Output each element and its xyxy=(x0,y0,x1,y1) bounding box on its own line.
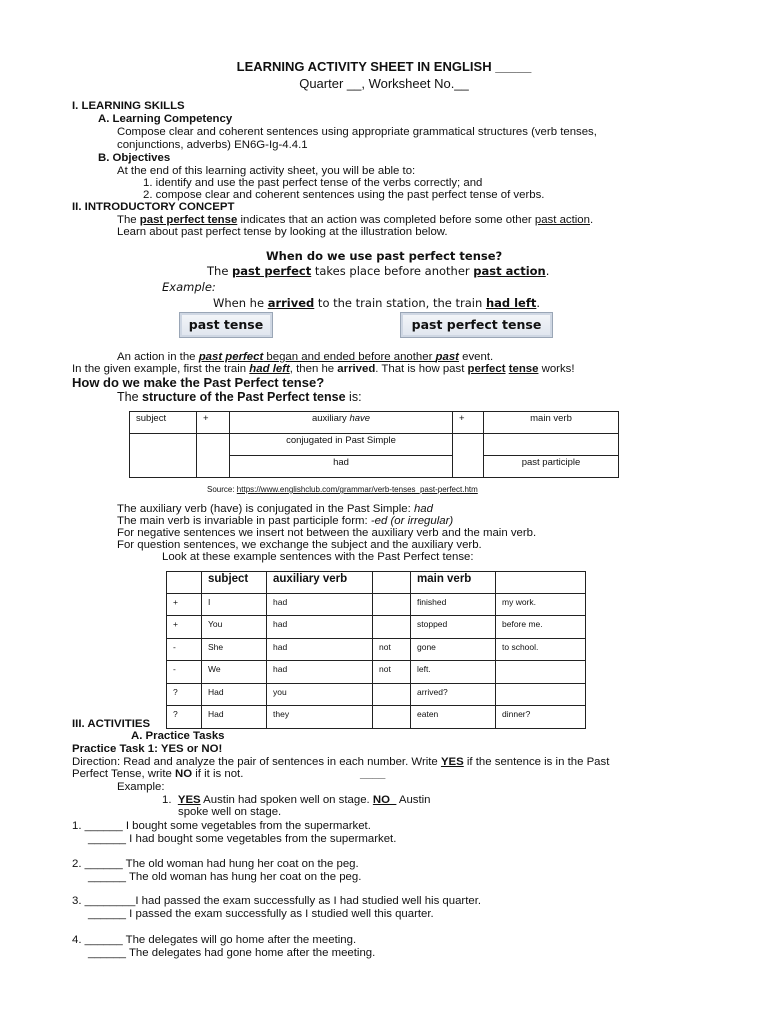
item-3-a: 3. ________I had passed the exam successfully as I had studied well his quarter. xyxy=(72,895,482,907)
structure-plus-2: + xyxy=(453,412,484,434)
section-1-heading: I. LEARNING SKILLS xyxy=(72,100,185,112)
examples-header: main verb xyxy=(411,572,496,594)
text-run: Direction: Read and analyze the pair of sentences in each number. Write xyxy=(72,756,441,768)
text-run: The xyxy=(117,214,140,226)
table-cell: they xyxy=(267,706,373,729)
objective-2: 2. compose clear and coherent sentences using the past perfect tense of verbs. xyxy=(143,189,545,201)
table-cell: not xyxy=(373,661,411,684)
table-cell: I xyxy=(202,593,267,616)
structure-had: had xyxy=(230,456,453,478)
text-run: have xyxy=(349,413,371,424)
examples-intro: Look at these example sentences with the Past Perfect tense: xyxy=(162,551,474,563)
table-cell: We xyxy=(202,661,267,684)
text-run: The auxiliary verb (have) is conjugated in the Past Simple: xyxy=(117,503,414,515)
table-cell: gone xyxy=(411,638,496,661)
example-item-line-2: spoke well on stage. xyxy=(178,806,282,818)
table-cell: You xyxy=(202,616,267,639)
item-4-a: 4. ______ The delegates will go home after the meeting. xyxy=(72,934,357,946)
examples-header: subject xyxy=(202,572,267,594)
table-cell: ? xyxy=(167,706,202,729)
table-cell xyxy=(496,661,586,684)
item-1-a: 1. ______ I bought some vegetables from the supermarket. xyxy=(72,820,371,832)
text-run: tense xyxy=(508,363,539,375)
table-cell: you xyxy=(267,683,373,706)
worksheet-title: LEARNING ACTIVITY SHEET IN ENGLISH _____ xyxy=(236,59,532,74)
item-3-b: ______ I passed the exam successfully as I studied well this quarter. xyxy=(88,908,434,920)
source-citation xyxy=(207,483,478,496)
text-run: 1. xyxy=(162,794,172,806)
structure-plus-1: + xyxy=(197,412,230,434)
structure-aux xyxy=(230,412,453,434)
text-run: The xyxy=(117,390,143,404)
text-run: arrived xyxy=(337,363,376,375)
table-cell xyxy=(373,593,411,616)
table-cell: had xyxy=(267,616,373,639)
table-cell: - xyxy=(167,661,202,684)
structure-conj: conjugated in Past Simple xyxy=(230,434,453,456)
text-run: The xyxy=(207,264,233,278)
table-row xyxy=(167,593,586,616)
objectives-intro: At the end of this learning activity sheet, you will be able to: xyxy=(117,165,416,177)
table-cell: left. xyxy=(411,661,496,684)
text-run: to the train station, the train xyxy=(314,296,486,310)
examples-header: auxiliary verb xyxy=(267,572,373,594)
table-cell xyxy=(373,683,411,706)
worksheet-subtitle: Quarter __, Worksheet No.__ xyxy=(299,76,469,91)
text-run: -ed (or irregular) xyxy=(370,515,454,527)
source-link[interactable]: https://www.englishclub.com/grammar/verb-tenses_past-perfect.htm xyxy=(236,485,478,494)
objective-1: 1. identify and use the past perfect tense of the verbs correctly; and xyxy=(143,177,483,189)
table-cell: ? xyxy=(167,683,202,706)
term-past-perfect-tense: past perfect tense xyxy=(139,214,238,226)
illustration-example-label: Example: xyxy=(162,280,216,294)
table-row xyxy=(167,616,586,639)
text-run: . xyxy=(536,296,541,310)
table-cell xyxy=(496,683,586,706)
term-past-action: past action xyxy=(534,214,590,226)
text-run: works! xyxy=(538,363,575,375)
practice-task-title: Practice Task 1: YES or NO! xyxy=(72,743,223,755)
table-cell: - xyxy=(167,638,202,661)
text-run: had left xyxy=(485,296,537,310)
text-run: began and ended before another xyxy=(263,351,436,363)
competency-line-2: conjunctions, adverbs) EN6G-Ig-4.4.1 xyxy=(117,139,308,151)
structure-cell-empty xyxy=(453,434,484,478)
past-perfect-tense-box: past perfect tense xyxy=(400,312,553,338)
table-cell: Had xyxy=(202,683,267,706)
text-run: , then he xyxy=(289,363,338,375)
text-run: is: xyxy=(345,390,362,404)
text-run: NO xyxy=(174,768,193,780)
illustration-example-sentence xyxy=(213,297,540,310)
text-run: NO_ xyxy=(372,794,397,806)
examples-header xyxy=(496,572,586,594)
text-run: . xyxy=(589,214,594,226)
structure-cell-empty xyxy=(197,434,230,478)
table-cell: She xyxy=(202,638,267,661)
table-cell xyxy=(373,706,411,729)
illustration-line-1 xyxy=(207,265,549,278)
structure-intro xyxy=(117,391,362,404)
table-cell: my work. xyxy=(496,593,586,616)
text-run: The main verb is invariable in past participle form: xyxy=(117,515,371,527)
blank-line: ____ xyxy=(360,768,386,780)
examples-header xyxy=(167,572,202,594)
text-run: YES xyxy=(177,794,201,806)
text-run: structure of the Past Perfect tense xyxy=(142,390,346,404)
text-run: . That is how past xyxy=(375,363,468,375)
text-run: event. xyxy=(458,351,494,363)
question-note: For question sentences, we exchange the subject and the auxiliary verb. xyxy=(117,539,482,551)
table-cell: Had xyxy=(202,706,267,729)
table-cell: before me. xyxy=(496,616,586,639)
table-cell: to school. xyxy=(496,638,586,661)
table-cell: eaten xyxy=(411,706,496,729)
structure-main: main verb xyxy=(484,412,619,434)
structure-subject: subject xyxy=(130,412,197,434)
text-run: perfect xyxy=(467,363,506,375)
table-row xyxy=(167,661,586,684)
structure-table xyxy=(129,411,619,478)
text-run: past action xyxy=(473,264,546,278)
text-run: YES xyxy=(440,756,464,768)
table-cell: + xyxy=(167,616,202,639)
practice-tasks-heading: A. Practice Tasks xyxy=(131,730,225,742)
section-3-heading: III. ACTIVITIES xyxy=(72,718,151,730)
competency-heading: A. Learning Competency xyxy=(98,113,233,125)
examples-header-row xyxy=(167,572,586,594)
text-run: In the given example, first the train xyxy=(72,363,250,375)
table-cell xyxy=(373,616,411,639)
item-2-b: ______ The old woman has hung her coat on the peg. xyxy=(88,871,362,883)
structure-cell-empty xyxy=(130,434,197,478)
table-cell: dinner? xyxy=(496,706,586,729)
text-run: Perfect Tense, write xyxy=(72,768,175,780)
text-run: had left xyxy=(249,363,290,375)
text-run: . xyxy=(545,264,550,278)
text-run: arrived xyxy=(267,296,315,310)
table-cell: finished xyxy=(411,593,496,616)
text-run: if the sentence is in the Past xyxy=(463,756,610,768)
table-row xyxy=(167,706,586,729)
competency-line-1: Compose clear and coherent sentences using appropriate grammatical structures (verb tenses, xyxy=(117,126,597,138)
how-heading: How do we make the Past Perfect tense? xyxy=(72,375,325,390)
text-run: When he xyxy=(213,296,268,310)
examples-header xyxy=(373,572,411,594)
item-4-b: ______ The delegates had gone home after the meeting. xyxy=(88,947,376,959)
section-2-heading: II. INTRODUCTORY CONCEPT xyxy=(72,201,235,213)
past-tense-box: past tense xyxy=(179,312,273,338)
text-run: past xyxy=(435,351,459,363)
item-2-a: 2. ______ The old woman had hung her coat on the peg. xyxy=(72,858,359,870)
table-cell: not xyxy=(373,638,411,661)
table-cell: + xyxy=(167,593,202,616)
text-run: auxiliary xyxy=(311,413,350,424)
structure-cell-empty xyxy=(484,434,619,456)
intro-paragraph-2: Learn about past perfect tense by looking at the illustration below. xyxy=(117,226,448,238)
negative-note: For negative sentences we insert not between the auxiliary verb and the main verb. xyxy=(117,527,537,539)
illustration-question: When do we use past perfect tense? xyxy=(266,249,503,263)
table-cell: arrived? xyxy=(411,683,496,706)
objectives-heading: B. Objectives xyxy=(98,152,171,164)
item-1-b: ______ I had bought some vegetables from the supermarket. xyxy=(88,833,397,845)
structure-pp: past participle xyxy=(484,456,619,478)
table-cell: had xyxy=(267,638,373,661)
text-run: Source: xyxy=(207,485,237,494)
text-run: had xyxy=(413,503,433,515)
table-row xyxy=(167,638,586,661)
text-run: Austin xyxy=(396,794,431,806)
table-cell: stopped xyxy=(411,616,496,639)
example-label: Example: xyxy=(117,781,165,793)
text-run: Austin had spoken well on stage. xyxy=(200,794,373,806)
direction-line-2 xyxy=(72,768,243,781)
text-run: past perfect xyxy=(198,351,264,363)
text-run: past perfect xyxy=(232,264,312,278)
text-run: indicates that an action was completed before some other xyxy=(237,214,535,226)
text-run: if it is not. xyxy=(192,768,244,780)
table-cell: had xyxy=(267,661,373,684)
table-row xyxy=(167,683,586,706)
examples-table xyxy=(166,571,586,729)
text-run: An action in the xyxy=(117,351,199,363)
text-run: takes place before another xyxy=(311,264,474,278)
table-cell: had xyxy=(267,593,373,616)
